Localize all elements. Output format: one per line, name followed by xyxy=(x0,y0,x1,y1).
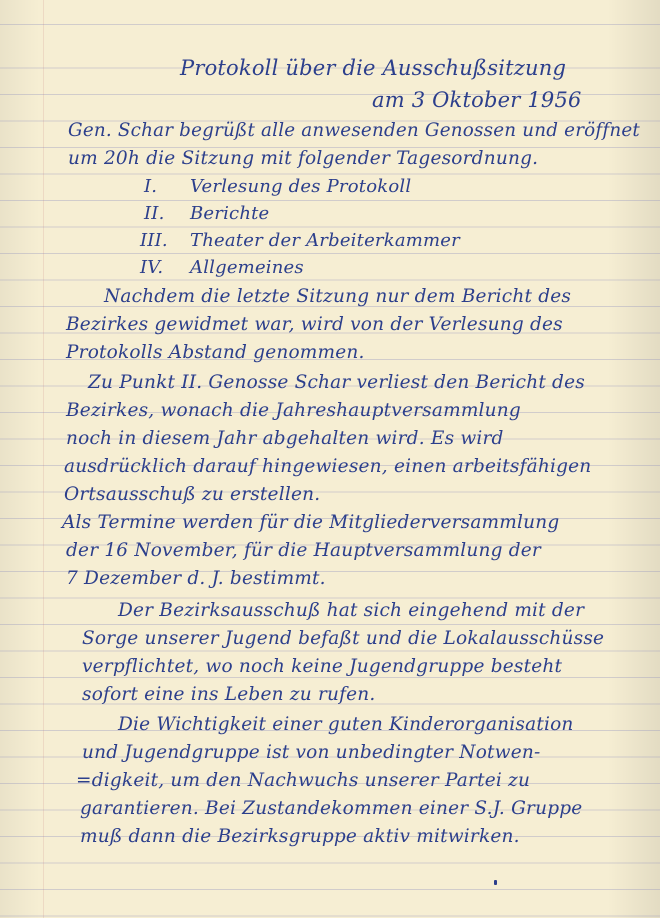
ink-mark xyxy=(494,880,497,885)
paragraph-line: Bezirkes gewidmet war, wird von der Verlesung des xyxy=(66,314,563,335)
agenda-number: I. xyxy=(144,176,158,197)
paragraph-line: Zu Punkt II. Genosse Schar verliest den Bericht des xyxy=(88,372,585,393)
paragraph-line: ausdrücklich darauf hingewiesen, einen arbeitsfähigen xyxy=(64,456,592,477)
paragraph-line: muß dann die Bezirksgruppe aktiv mitwirken. xyxy=(80,826,520,847)
agenda-item: Allgemeines xyxy=(190,257,304,278)
paragraph-line: Sorge unserer Jugend befaßt und die Lokalausschüsse xyxy=(82,628,605,649)
agenda-number: II. xyxy=(144,203,165,224)
paragraph-line: Ortsausschuß zu erstellen. xyxy=(64,484,321,505)
paragraph-line: Nachdem die letzte Sitzung nur dem Bericht des xyxy=(104,286,572,307)
paragraph-line: Die Wichtigkeit einer guten Kinderorganisation xyxy=(118,714,574,735)
paragraph-line: verpflichtet, wo noch keine Jugendgruppe besteht xyxy=(82,656,563,677)
paragraph-line: noch in diesem Jahr abgehalten wird. Es wird xyxy=(66,428,504,449)
paragraph-line: =digkeit, um den Nachwuchs unserer Partei zu xyxy=(76,770,531,791)
paragraph-line: sofort eine ins Leben zu rufen. xyxy=(82,684,376,705)
agenda-item: Berichte xyxy=(190,203,270,224)
protocol-date: am 3 Oktober 1956 xyxy=(372,88,582,112)
intro-line: Gen. Schar begrüßt alle anwesenden Genossen und eröffnet xyxy=(68,120,640,141)
paragraph-line: Protokolls Abstand genommen. xyxy=(66,342,365,363)
paragraph-line: Der Bezirksausschuß hat sich eingehend mit der xyxy=(118,600,585,621)
paragraph-line: der 16 November, für die Hauptversammlung der xyxy=(66,540,541,561)
paragraph-line: garantieren. Bei Zustandekommen einer S.J. Gruppe xyxy=(80,798,583,819)
intro-line: um 20h die Sitzung mit folgender Tagesordnung. xyxy=(68,148,539,169)
agenda-item: Verlesung des Protokoll xyxy=(190,176,412,197)
agenda-item: Theater der Arbeiterkammer xyxy=(190,230,460,251)
paragraph-line: 7 Dezember d. J. bestimmt. xyxy=(66,568,326,589)
paragraph-line: Bezirkes, wonach die Jahreshauptversammlung xyxy=(66,400,521,421)
protocol-title: Protokoll über die Ausschußsitzung xyxy=(180,56,567,80)
agenda-number: III. xyxy=(140,230,168,251)
paragraph-line: und Jugendgruppe ist von unbedingter Notwen- xyxy=(82,742,541,763)
paragraph-line: Als Termine werden für die Mitgliederversammlung xyxy=(62,512,560,533)
agenda-number: IV. xyxy=(140,257,164,278)
margin-rule xyxy=(43,0,44,918)
